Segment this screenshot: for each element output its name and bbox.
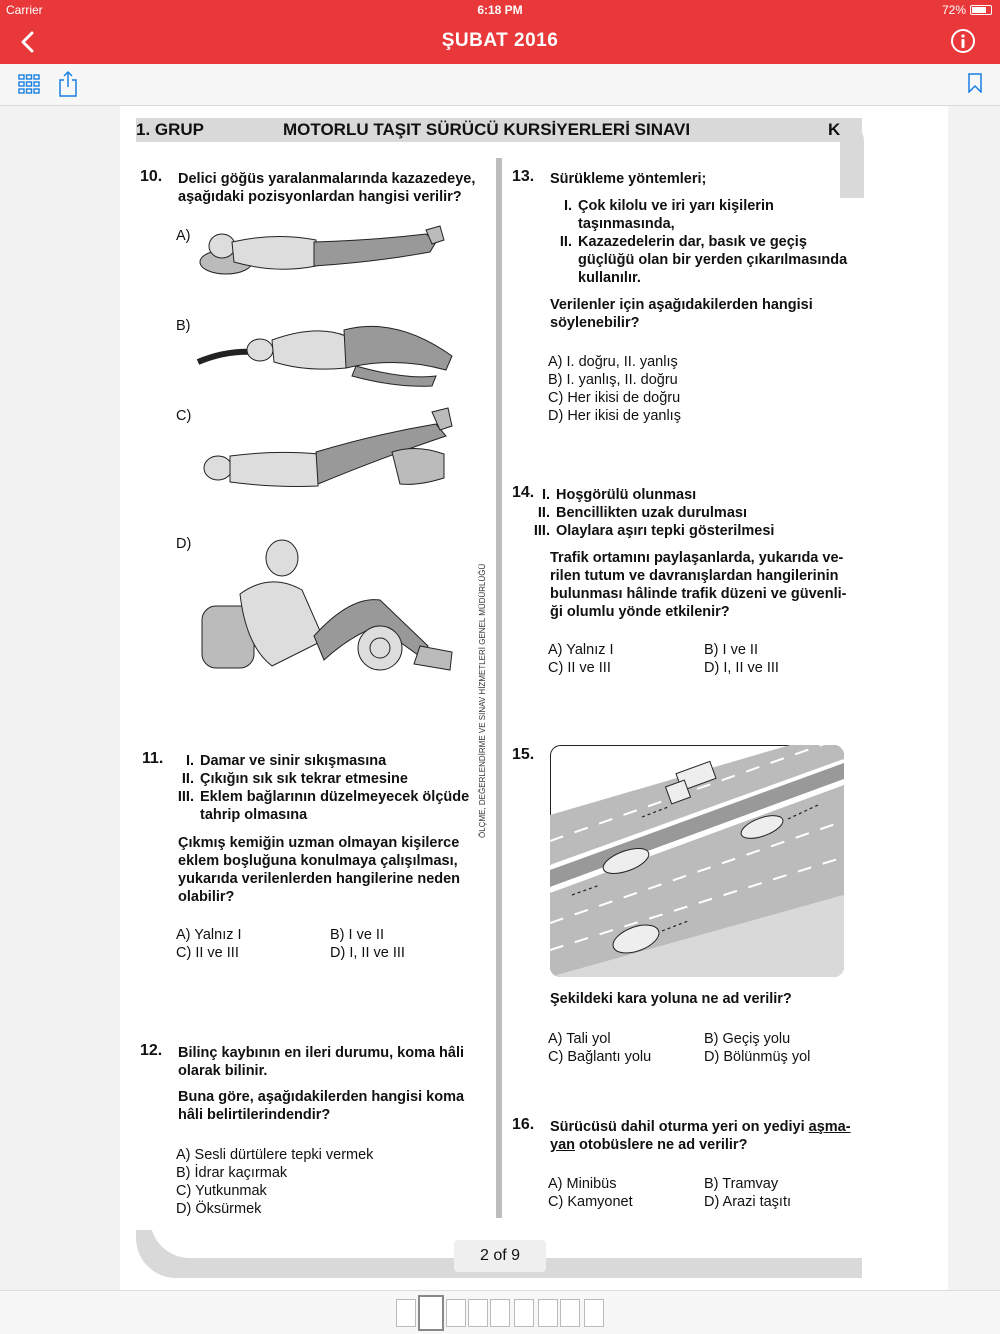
question-13-number: 13. (512, 168, 535, 185)
page-title: ŞUBAT 2016 (441, 30, 559, 51)
thumbnail-strip (0, 1290, 1000, 1334)
thumbnail-page-3[interactable] (446, 1299, 466, 1327)
thumbnail-page-8[interactable] (560, 1299, 580, 1327)
question-15-option-a: A) Tali yol (548, 1031, 611, 1047)
thumbnail-page-7[interactable] (538, 1299, 558, 1327)
carrier-label: Carrier (6, 3, 43, 17)
question-13-question-1: Verilenler için aşağıdakilerden hangisi (550, 297, 813, 313)
question-11-text-2: eklem boşluğuna konulmaya çalışılması, (178, 853, 458, 869)
question-13-item-1: I. Çok kilolu ve iri yarı kişilerin (563, 198, 774, 214)
question-11-option-b: B) I ve II (330, 927, 384, 943)
thumbnail-page-5[interactable] (490, 1299, 510, 1327)
question-16-option-b: B) Tramvay (704, 1176, 779, 1192)
question-16-option-d: D) Arazi taşıtı (704, 1194, 792, 1210)
question-14-text-1: Trafik ortamını paylaşanlarda, yukarıda ve- (550, 550, 844, 566)
question-10-option-c: C) (176, 408, 192, 424)
question-14-number: 14. (512, 484, 535, 501)
question-16-text-2: yan otobüslere ne ad verilir? (550, 1137, 748, 1153)
question-14-text-2: rilen tutum ve davranışlardan hangilerinin (550, 568, 839, 584)
question-11-number: 11. (142, 750, 164, 767)
toolbar (0, 64, 1000, 106)
question-11-item-2: II. Çıkığın sık sık tekrar etmesine (181, 771, 408, 787)
question-10-option-b: B) (176, 318, 191, 334)
question-11-option-c: C) II ve III (176, 945, 239, 961)
question-16-option-a: A) Minibüs (548, 1176, 617, 1192)
question-13-option-d: D) Her ikisi de yanlış (548, 408, 681, 424)
question-14-option-a: A) Yalnız I (548, 642, 614, 658)
question-12-text-1: Bilinç kaybının en ileri durumu, koma hâli (178, 1045, 465, 1061)
battery-icon (970, 5, 992, 15)
question-13-item-1-cont: taşınmasında, (578, 216, 675, 232)
question-15-option-d: D) Bölünmüş yol (704, 1049, 811, 1065)
question-14-text-3: bulunması hâlinde trafik düzeni ve güvenli- (550, 586, 847, 602)
share-icon[interactable] (58, 70, 78, 98)
question-15-number: 15. (512, 746, 535, 763)
question-13-option-b: B) I. yanlış, II. doğru (548, 372, 678, 388)
question-10-text-2: aşağıdaki pozisyonlardan hangisi verilir? (178, 189, 462, 205)
question-15-option-c: C) Bağlantı yolu (548, 1049, 652, 1065)
thumbnail-page-2[interactable] (418, 1295, 444, 1331)
question-14-item-3: III. Olaylara aşırı tepki gösterilmesi (533, 523, 775, 539)
question-13-question-2: söylenebilir? (550, 315, 640, 331)
question-16-text-1: Sürücüsü dahil oturma yeri on yediyi aşma- (550, 1119, 851, 1135)
status-bar (0, 0, 1000, 20)
question-13-option-a: A) I. doğru, II. yanlış (548, 354, 678, 370)
question-13-option-c: C) Her ikisi de doğru (548, 390, 681, 406)
question-12-option-d: D) Öksürmek (176, 1201, 262, 1217)
question-14-option-d: D) I, II ve III (704, 660, 779, 676)
question-14-item-1: I. Hoşgörülü olunması (541, 487, 697, 503)
question-13-text: Sürükleme yöntemleri; (550, 171, 707, 187)
column-divider (496, 158, 502, 1238)
info-icon[interactable] (950, 28, 976, 54)
question-13-item-2: II. Kazazedelerin dar, basık ve geçiş (559, 234, 807, 250)
supine-position-illustration (196, 222, 446, 284)
question-11-item-1: I. Damar ve sinir sıkışmasına (185, 753, 387, 769)
question-11-option-a: A) Yalnız I (176, 927, 242, 943)
question-15-text: Şekildeki kara yoluna ne ad verilir? (550, 991, 792, 1007)
question-10-number: 10. (140, 168, 163, 185)
question-12-text-3: Buna göre, aşağıdakilerden hangisi koma (178, 1089, 465, 1105)
question-15-option-b: B) Geçiş yolu (704, 1031, 791, 1047)
question-13-item-2-cont-2: kullanılır. (578, 270, 641, 286)
page-indicator: 2 of 9 (454, 1240, 546, 1272)
question-10-option-d: D) (176, 536, 192, 552)
question-12-option-c: C) Yutkunmak (176, 1183, 267, 1199)
semi-sitting-position-illustration (200, 536, 460, 676)
question-10-text-1: Delici göğüs yaralanmalarında kazazedeye, (178, 171, 476, 187)
group-label: 1. GRUP (136, 120, 205, 139)
battery-indicator (942, 3, 992, 17)
question-12-text-4: hâli belirtilerindendir? (178, 1107, 331, 1123)
question-11-text-1: Çıkmış kemiğin uzman olmayan kişilerce (178, 835, 460, 851)
question-10-option-a: A) (176, 228, 191, 244)
question-16-number: 16. (512, 1116, 535, 1133)
question-11-item-3: III. Eklem bağlarının düzelmeyecek ölçüde (177, 789, 470, 805)
question-11-text-4: olabilir? (178, 889, 235, 905)
exam-title: MOTORLU TAŞIT SÜRÜCÜ KURSİYERLERİ SINAVI (283, 120, 691, 139)
vertical-org-text: ÖLÇME, DEĞERLENDİRME VE SINAV HİZMETLERİ GENEL MÜDÜRLÜĞÜ (478, 563, 487, 838)
question-14-text-4: ği olumlu yönde etkilenir? (550, 604, 730, 620)
question-16-option-c: C) Kamyonet (548, 1194, 633, 1210)
bookmark-icon[interactable] (968, 73, 982, 93)
question-12-option-b: B) İdrar kaçırmak (176, 1165, 288, 1181)
question-12-number: 12. (140, 1042, 163, 1059)
question-14-option-c: C) II ve III (548, 660, 611, 676)
divided-road-illustration (550, 745, 844, 977)
question-11-item-3-cont: tahrip olmasına (200, 807, 308, 823)
legs-raised-position-illustration (196, 404, 458, 496)
thumbnail-page-1[interactable] (396, 1299, 416, 1327)
document-page (120, 106, 948, 1290)
question-11-option-d: D) I, II ve III (330, 945, 405, 961)
question-12-option-a: A) Sesli dürtülere tepki vermek (176, 1147, 374, 1163)
clock: 6:18 PM (477, 3, 523, 17)
question-14-item-2: II. Bencillikten uzak durulması (537, 505, 747, 521)
question-11-text-3: yukarıda verilenlerden hangilerine neden (178, 871, 461, 887)
nav-bar (0, 20, 1000, 64)
question-12-text-2: olarak bilinir. (178, 1063, 268, 1079)
grid-icon[interactable] (18, 74, 40, 94)
question-14-option-b: B) I ve II (704, 642, 758, 658)
battery-percent: 72% (941, 3, 966, 17)
thumbnail-page-4[interactable] (468, 1299, 488, 1327)
thumbnail-page-6[interactable] (514, 1299, 534, 1327)
question-13-item-2-cont-1: güçlüğü olan bir yerden çıkarılmasında (578, 252, 848, 268)
thumbnail-page-9[interactable] (584, 1299, 604, 1327)
recovery-position-illustration (196, 316, 458, 388)
booklet-type: K (828, 120, 841, 139)
